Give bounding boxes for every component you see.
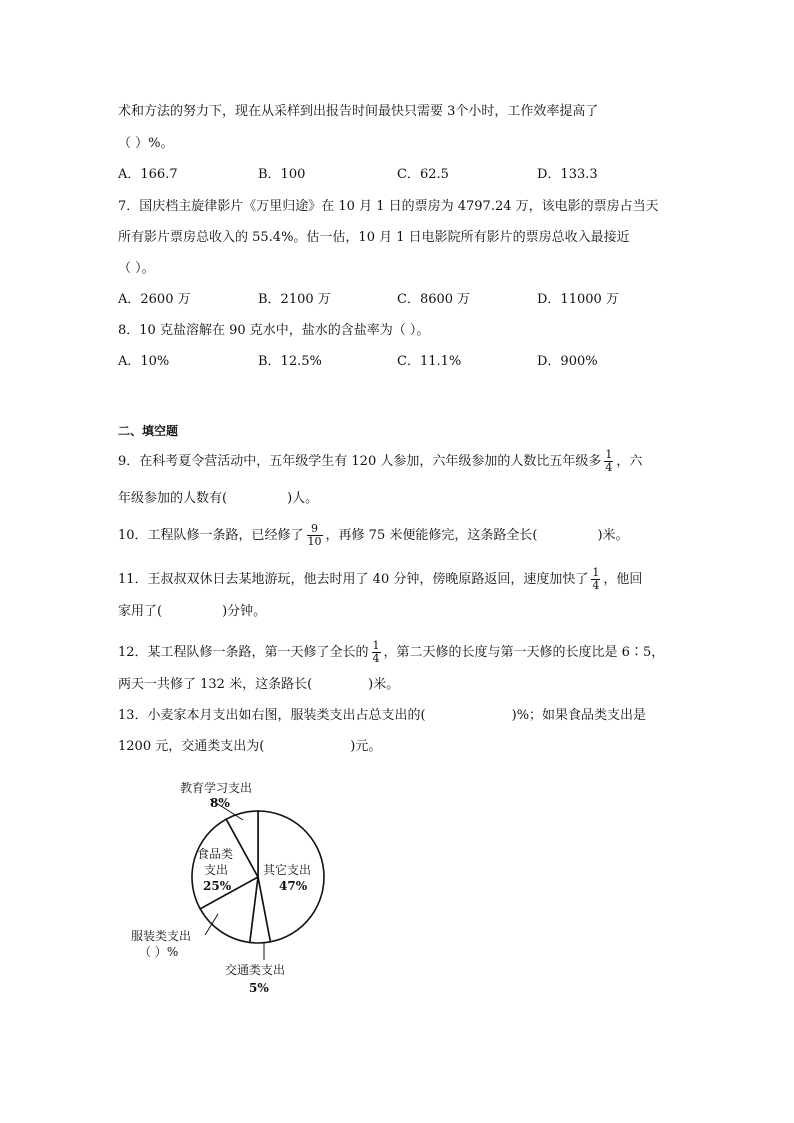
q12-line2 (118, 677, 399, 693)
label-clothing-name: 服装类支出 (131, 929, 192, 943)
q13-line2-a: 1200 元，交通类支出为( (118, 739, 265, 754)
q6-option-a: A．166.7 (118, 167, 178, 182)
q11-frac-den: 4 (592, 579, 600, 592)
q8-option-d: D．900% (537, 354, 598, 369)
q10-text-c: )米。 (597, 528, 629, 543)
q10-frac-den: 10 (307, 535, 322, 548)
label-edu-name: 教育学习支出 (180, 781, 253, 795)
q6-line1: 术和方法的努力下，现在从采样到出报告时间最快只需要 3个小时，工作效率提高了 (118, 104, 599, 119)
q12-text-b: ，第二天修的长度与第一天修的长度比是 6∶5， (383, 645, 665, 660)
q7-line1: 7．国庆档主旋律影片《万里归途》在 10 月 1 日的票房为 4797.24 万，该电影的票房占当天 (118, 199, 659, 214)
q9-fraction (604, 449, 613, 474)
q11-line2 (118, 604, 266, 620)
q7-option-d: D．11000 万 (537, 292, 619, 307)
q10-text-b: ，再修 75 米便能修完，这条路全长( (325, 528, 538, 543)
label-food-name-2: 支出 (204, 863, 229, 877)
q7-option-b: B．2100 万 (258, 292, 331, 307)
q8-option-b: B．12.5% (258, 354, 322, 369)
q9-line2-a: 年级参加的人数有( (118, 491, 228, 506)
q6-option-c: C．62.5 (397, 167, 449, 182)
q11-fraction (591, 567, 600, 592)
q7-line3: （ ）。 (118, 261, 155, 276)
q12-line2-a: 两天一共修了 132 米，这条路长( (118, 677, 313, 692)
q13-line2-b: )元。 (350, 739, 382, 754)
q9-text-a: 9．在科考夏令营活动中，五年级学生有 120 人参加，六年级参加的人数比五年级多 (118, 454, 602, 469)
q13-line1-b: )%；如果食品类支出是 (511, 708, 647, 723)
q7-option-a: A．2600 万 (118, 292, 191, 307)
label-edu-pct: 8% (210, 796, 230, 810)
q7-line2: 所有影片票房总收入的 55.4%。估一估，10 月 1 日电影院所有影片的票房总收入最接近 (118, 230, 630, 245)
q9-line2-b: )人。 (287, 491, 319, 506)
q6-option-b: B．100 (258, 167, 306, 182)
q13-line2 (118, 739, 381, 755)
q9-line1 (118, 449, 642, 474)
q6-option-d: D．133.3 (537, 167, 598, 182)
q11-line2-b: )分钟。 (222, 604, 267, 619)
q9-frac-den: 4 (605, 461, 613, 474)
q11-text-b: ，他回 (603, 572, 643, 587)
q13-line1-a: 13．小麦家本月支出如右图，服装类支出占总支出的( (118, 708, 426, 723)
label-other-pct: 47% (279, 879, 308, 893)
q10-frac-num: 9 (307, 523, 323, 536)
expense-pie-chart (118, 772, 378, 1012)
q8-option-a: A．10% (118, 354, 170, 369)
q10-fraction (307, 523, 323, 548)
q11-frac-num: 1 (592, 566, 600, 579)
section-title-fill-blank: 二、填空题 (118, 424, 179, 438)
q9-frac-num: 1 (605, 448, 613, 461)
label-food-name-1: 食品类 (197, 847, 234, 861)
q11-line1 (118, 567, 642, 592)
q10-text-a: 10．工程队修一条路，已经修了 (118, 528, 304, 543)
q9-line2 (118, 491, 318, 507)
q10-line1 (118, 523, 629, 548)
q6-line2: （ ）%。 (118, 136, 174, 151)
q11-text-a: 11．王叔叔双休日去某地游玩，他去时用了 40 分钟，傍晚原路返回，速度加快了 (118, 572, 589, 587)
label-clothing-pct: （ ）% (139, 945, 179, 959)
q7-option-c: C．8600 万 (397, 292, 471, 307)
q11-line2-a: 家用了( (118, 604, 163, 619)
label-food-pct: 25% (203, 879, 232, 893)
q13-line1 (118, 708, 646, 724)
q12-frac-den: 4 (372, 652, 380, 665)
label-transport-name: 交通类支出 (225, 963, 286, 977)
q12-line1 (118, 640, 664, 665)
q12-line2-b: )米。 (368, 677, 400, 692)
q12-fraction (372, 640, 381, 665)
q12-frac-num: 1 (372, 639, 380, 652)
label-other-name: 其它支出 (263, 863, 312, 877)
q8-option-c: C．11.1% (397, 354, 462, 369)
q9-text-b: ，六 (616, 454, 643, 469)
q8-line1: 8．10 克盐溶解在 90 克水中，盐水的含盐率为（ ）。 (118, 323, 430, 338)
q12-text-a: 12．某工程队修一条路，第一天修了全长的 (118, 645, 369, 660)
label-transport-pct: 5% (249, 981, 269, 995)
